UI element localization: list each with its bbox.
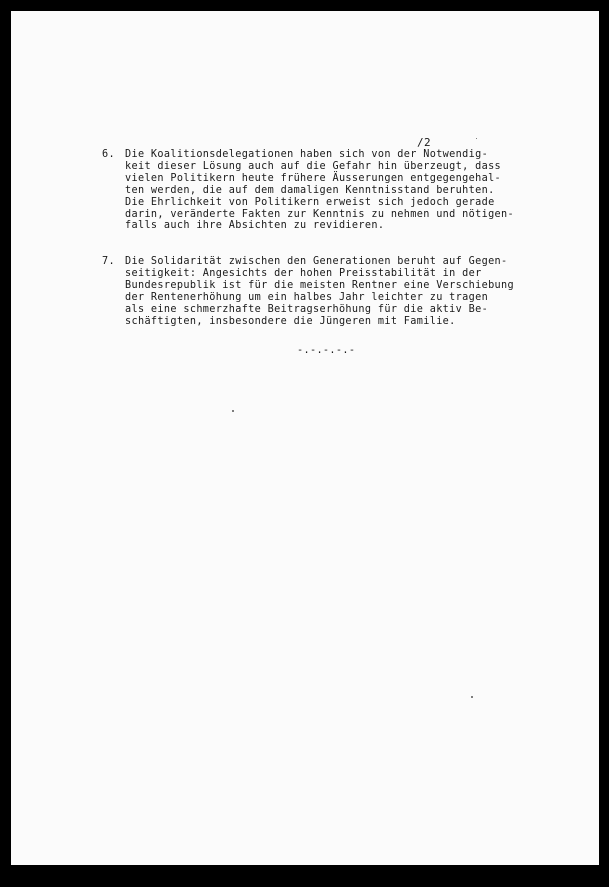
text-line: darin, veränderte Fakten zur Kenntnis zu nehmen und nötigen- [125,208,515,220]
document-page [11,11,599,865]
end-marker: -.-.-.-.- [297,345,356,356]
text-line: Die Solidarität zwischen den Generationen beruht auf Gegen- [125,256,508,267]
text-line: als eine schmerzhafte Beitragserhöhung für die aktiv Be- [125,303,489,315]
scan-speck [476,138,477,139]
text-line: Bundesrepublik ist für die meisten Rentner eine Verschiebung [125,279,515,291]
paragraph-text [125,149,575,232]
paragraph-text [125,256,575,327]
paragraph-number: 7. [102,256,115,267]
paragraph-number: 6. [102,149,115,160]
page-number: /2 [417,136,431,149]
text-line: schäftigten, insbesondere die Jüngeren mit Familie. [125,315,456,327]
scan-speck [232,410,234,412]
text-line: keit dieser Lösung auch auf die Gefahr hin überzeugt, dass [125,160,502,172]
text-line: der Rentenerhöhung um ein halbes Jahr leichter zu tragen [125,291,489,303]
scan-speck [471,696,473,698]
text-line: vielen Politikern heute frühere Äusserungen entgegengehal- [125,172,502,184]
text-line: falls auch ihre Absichten zu revidieren. [125,220,385,232]
text-line: seitigkeit: Angesichts der hohen Preisstabilität in der [125,267,482,279]
text-line: Die Koalitionsdelegationen haben sich von der Notwendig- [125,149,489,160]
text-line: Die Ehrlichkeit von Politikern erweist sich jedoch gerade [125,196,495,208]
text-line: ten werden, die auf dem damaligen Kenntnisstand beruhten. [125,184,495,196]
